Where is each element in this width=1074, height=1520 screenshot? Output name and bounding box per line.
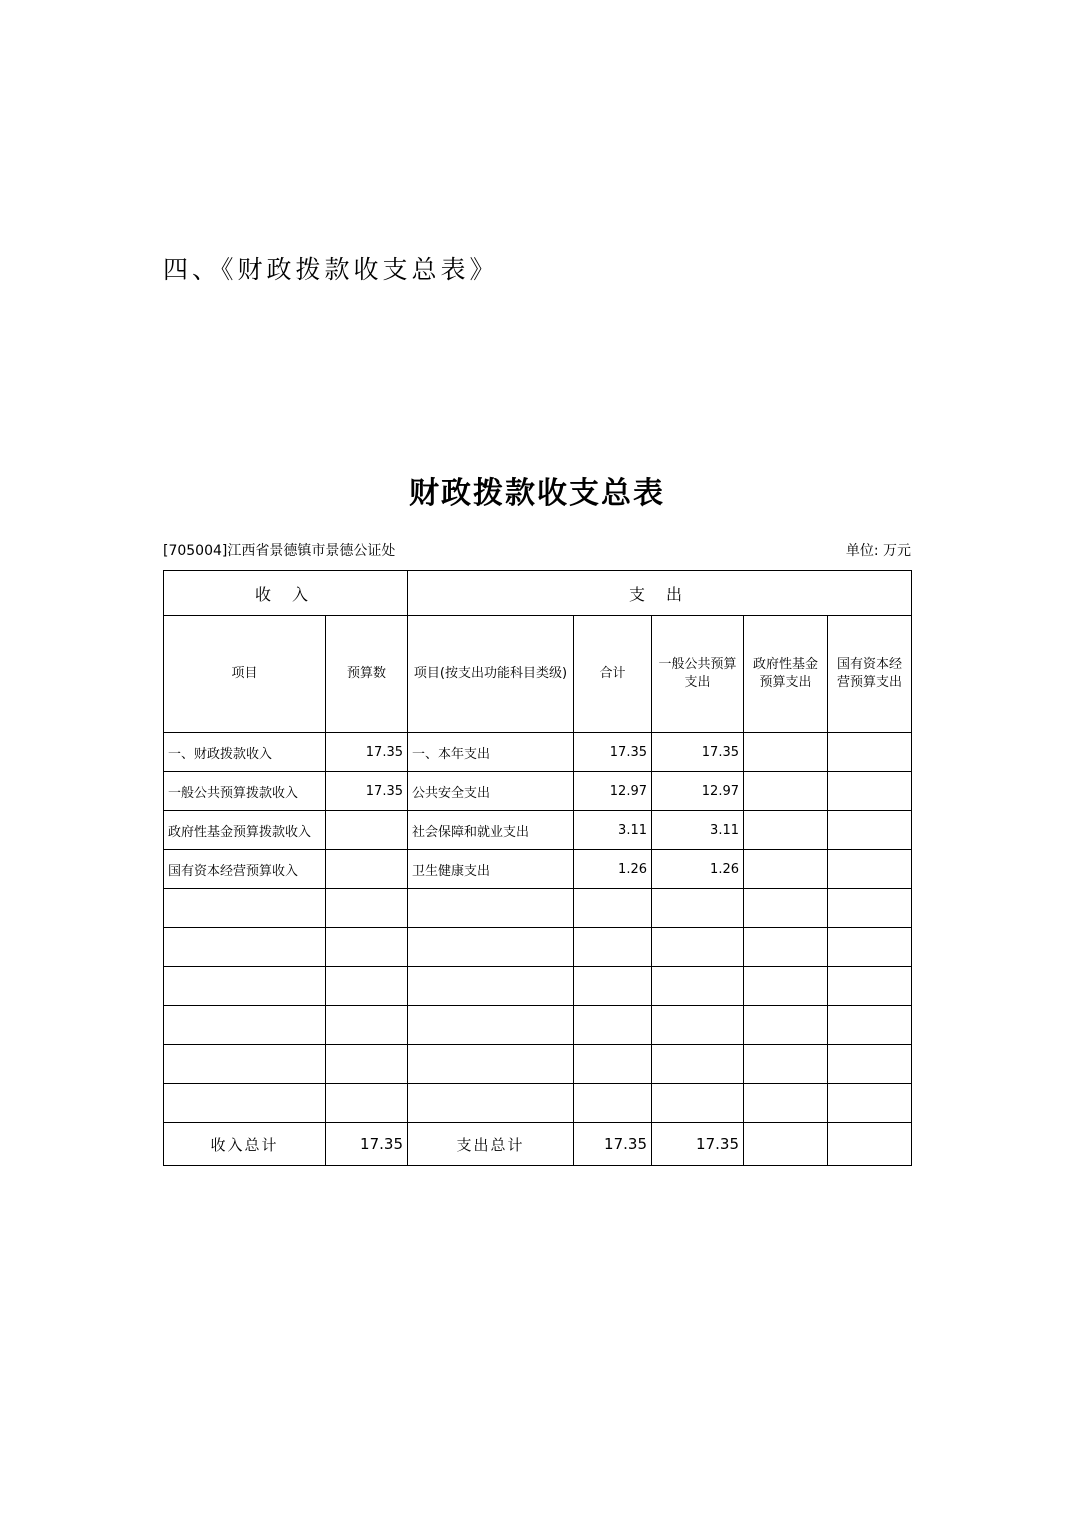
- cell-income-budget: 17.35: [326, 733, 408, 772]
- cell-expenditure-state-capital: [828, 967, 912, 1006]
- cell-expenditure-state-capital: [828, 811, 912, 850]
- cell-income-item: [164, 1084, 326, 1123]
- cell-income-budget: [326, 967, 408, 1006]
- cell-expenditure-item: 社会保障和就业支出: [408, 811, 574, 850]
- table-row: [164, 733, 912, 772]
- group-header-row: [164, 571, 912, 616]
- cell-expenditure-gov-fund: [744, 811, 828, 850]
- total-expenditure-general-public: 17.35: [652, 1123, 744, 1166]
- cell-expenditure-gov-fund: [744, 1045, 828, 1084]
- cell-expenditure-state-capital: [828, 889, 912, 928]
- cell-income-item: 政府性基金预算拨款收入: [164, 811, 326, 850]
- cell-income-item: 国有资本经营预算收入: [164, 850, 326, 889]
- section-heading: 四、《财政拨款收支总表》: [163, 255, 499, 284]
- cell-income-budget: [326, 928, 408, 967]
- cell-expenditure-state-capital: [828, 928, 912, 967]
- unit-of-measure: 单位: 万元: [845, 543, 911, 559]
- cell-expenditure-item: 卫生健康支出: [408, 850, 574, 889]
- cell-expenditure-total: [574, 928, 652, 967]
- cell-expenditure-total: [574, 889, 652, 928]
- cell-income-budget: 17.35: [326, 772, 408, 811]
- total-income-label: 收入总计: [164, 1123, 326, 1166]
- cell-income-budget: [326, 889, 408, 928]
- cell-expenditure-item: [408, 1084, 574, 1123]
- table-caption: [163, 540, 911, 560]
- unit-code-name: [705004]江西省景德镇市景德公证处: [163, 543, 396, 559]
- total-expenditure-label: 支出总计: [408, 1123, 574, 1166]
- cell-expenditure-state-capital: [828, 772, 912, 811]
- cell-income-budget: [326, 1084, 408, 1123]
- cell-expenditure-general-public: 1.26: [652, 850, 744, 889]
- cell-expenditure-general-public: [652, 1045, 744, 1084]
- cell-expenditure-state-capital: [828, 1045, 912, 1084]
- total-expenditure-state-capital: [828, 1123, 912, 1166]
- column-header-exp-item: 项目(按支出功能科目类级): [408, 616, 574, 733]
- cell-expenditure-state-capital: [828, 1006, 912, 1045]
- column-header-exp-total: 合计: [574, 616, 652, 733]
- cell-expenditure-item: [408, 1045, 574, 1084]
- cell-expenditure-general-public: 3.11: [652, 811, 744, 850]
- cell-income-budget: [326, 1045, 408, 1084]
- cell-expenditure-gov-fund: [744, 772, 828, 811]
- cell-expenditure-total: [574, 1006, 652, 1045]
- total-expenditure-gov-fund: [744, 1123, 828, 1166]
- cell-income-item: 一般公共预算拨款收入: [164, 772, 326, 811]
- cell-income-item: [164, 1045, 326, 1084]
- cell-expenditure-total: [574, 1045, 652, 1084]
- cell-expenditure-item: [408, 928, 574, 967]
- cell-expenditure-item: 一、本年支出: [408, 733, 574, 772]
- cell-expenditure-state-capital: [828, 733, 912, 772]
- cell-expenditure-item: [408, 1006, 574, 1045]
- cell-income-item: [164, 889, 326, 928]
- total-income-budget: 17.35: [326, 1123, 408, 1166]
- cell-income-item: [164, 928, 326, 967]
- table-row: [164, 889, 912, 928]
- table-row: [164, 1006, 912, 1045]
- cell-income-item: [164, 1006, 326, 1045]
- table-row: [164, 811, 912, 850]
- cell-expenditure-state-capital: [828, 850, 912, 889]
- table-row: [164, 1045, 912, 1084]
- cell-expenditure-gov-fund: [744, 1006, 828, 1045]
- cell-expenditure-item: 公共安全支出: [408, 772, 574, 811]
- cell-expenditure-gov-fund: [744, 733, 828, 772]
- table-row: [164, 967, 912, 1006]
- cell-expenditure-gov-fund: [744, 850, 828, 889]
- group-header-expenditure: 支 出: [408, 571, 912, 616]
- table-row: [164, 772, 912, 811]
- cell-expenditure-general-public: [652, 1006, 744, 1045]
- cell-income-item: 一、财政拨款收入: [164, 733, 326, 772]
- table-row: [164, 1084, 912, 1123]
- column-header-income-budget: 预算数: [326, 616, 408, 733]
- page-title: 财政拨款收支总表: [409, 476, 665, 511]
- cell-expenditure-general-public: [652, 967, 744, 1006]
- total-expenditure-total: 17.35: [574, 1123, 652, 1166]
- cell-expenditure-general-public: [652, 889, 744, 928]
- cell-expenditure-general-public: [652, 1084, 744, 1123]
- cell-expenditure-total: 3.11: [574, 811, 652, 850]
- cell-income-budget: [326, 1006, 408, 1045]
- column-header-row: [164, 616, 912, 733]
- cell-expenditure-total: 1.26: [574, 850, 652, 889]
- cell-expenditure-total: [574, 967, 652, 1006]
- cell-income-item: [164, 967, 326, 1006]
- cell-expenditure-total: 12.97: [574, 772, 652, 811]
- table-total-row: [164, 1123, 912, 1166]
- group-header-income: 收 入: [164, 571, 408, 616]
- cell-income-budget: [326, 811, 408, 850]
- table-body: [164, 733, 912, 1123]
- cell-expenditure-total: [574, 1084, 652, 1123]
- cell-expenditure-general-public: 17.35: [652, 733, 744, 772]
- cell-expenditure-state-capital: [828, 1084, 912, 1123]
- cell-expenditure-total: 17.35: [574, 733, 652, 772]
- cell-expenditure-gov-fund: [744, 889, 828, 928]
- cell-income-budget: [326, 850, 408, 889]
- cell-expenditure-item: [408, 889, 574, 928]
- column-header-income-item: 项目: [164, 616, 326, 733]
- cell-expenditure-general-public: [652, 928, 744, 967]
- column-header-exp-general-public: 一般公共预算支出: [652, 616, 744, 733]
- column-header-exp-gov-fund: 政府性基金预算支出: [744, 616, 828, 733]
- cell-expenditure-gov-fund: [744, 1084, 828, 1123]
- column-header-exp-state-capital: 国有资本经营预算支出: [828, 616, 912, 733]
- cell-expenditure-gov-fund: [744, 967, 828, 1006]
- cell-expenditure-item: [408, 967, 574, 1006]
- table-row: [164, 850, 912, 889]
- table-row: [164, 928, 912, 967]
- financial-allocation-table: [163, 570, 912, 1166]
- cell-expenditure-gov-fund: [744, 928, 828, 967]
- cell-expenditure-general-public: 12.97: [652, 772, 744, 811]
